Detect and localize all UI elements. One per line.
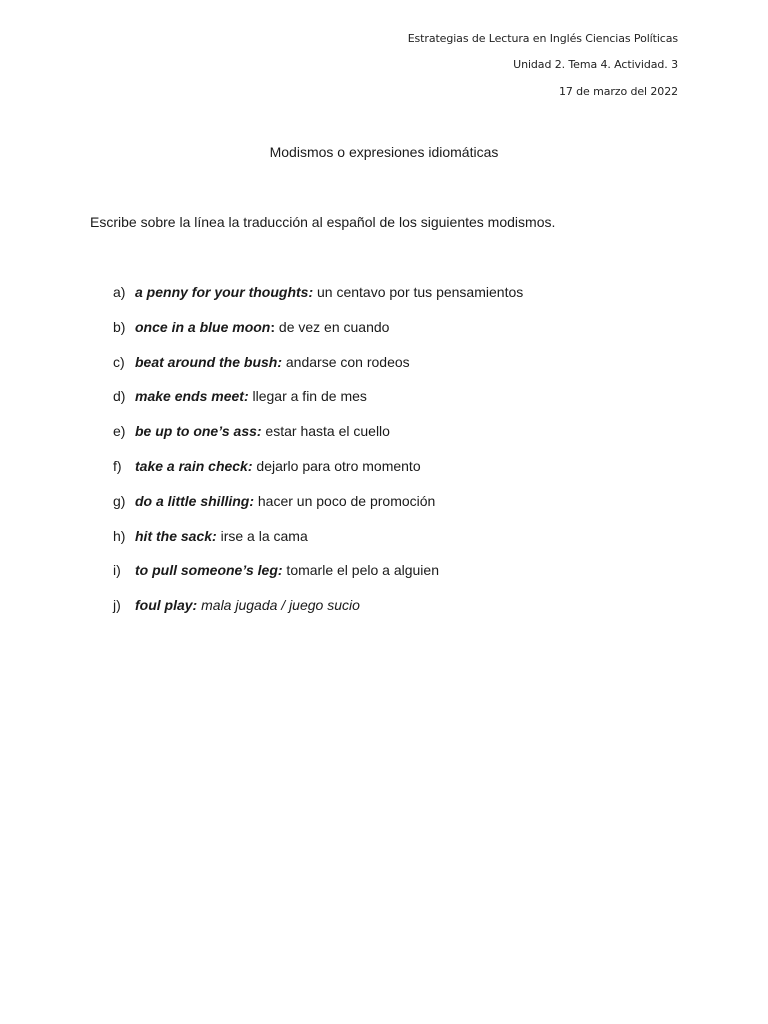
idiom-text: once in a blue moon (135, 318, 271, 335)
item-letter: i) (113, 562, 121, 579)
course-name: Estrategias de Lectura en Inglés Ciencias Políticas (407, 32, 678, 45)
item-letter: d) (113, 388, 126, 405)
idiom-text: be up to one’s ass: (135, 423, 262, 440)
translation-text: de vez en cuando (275, 318, 390, 335)
idiom-text: make ends meet: (135, 388, 249, 405)
idiom-colon: : (270, 318, 276, 335)
item-letter: f) (113, 457, 122, 474)
item-letter: c) (113, 353, 125, 370)
item-content (135, 458, 421, 474)
item-content (135, 423, 390, 439)
translation-text: andarse con rodeos (282, 353, 410, 370)
item-letter: j) (113, 597, 121, 614)
page-title: Modismos o expresiones idiomáticas (269, 144, 499, 160)
translation-text: mala jugada / juego sucio (197, 597, 360, 614)
item-letter: g) (113, 492, 126, 509)
item-content (135, 388, 367, 404)
translation-text: estar hasta el cuello (261, 423, 390, 440)
translation-text: tomarle el pelo a alguien (282, 562, 439, 579)
item-letter: h) (113, 527, 126, 544)
translation-text: llegar a fin de mes (248, 388, 367, 405)
item-content (135, 319, 389, 335)
idiom-text: beat around the bush: (135, 353, 282, 370)
idiom-text: a penny for your thoughts: (135, 284, 314, 300)
instruction-text: Escribe sobre la línea la traducción al español de los siguientes modismos. (90, 214, 556, 230)
translation-text: hacer un poco de promoción (254, 492, 436, 509)
idiom-text: foul play: (135, 597, 198, 614)
idiom-text: hit the sack: (135, 527, 217, 544)
item-content (135, 597, 360, 613)
item-content (135, 354, 410, 370)
item-content (135, 528, 308, 544)
translation-text: irse a la cama (216, 527, 308, 544)
idiom-text: to pull someone’s leg: (135, 562, 283, 579)
item-letter: a) (113, 284, 126, 300)
idiom-text: do a little shilling: (135, 492, 254, 509)
item-content (135, 284, 523, 300)
item-letter: e) (113, 423, 126, 440)
document-date: 17 de marzo del 2022 (558, 85, 678, 98)
item-content (135, 562, 439, 578)
item-letter: b) (113, 318, 126, 335)
item-content (135, 493, 435, 509)
unit-activity: Unidad 2. Tema 4. Actividad. 3 (513, 58, 678, 71)
translation-text: dejarlo para otro momento (252, 457, 421, 474)
idiom-text: take a rain check: (135, 457, 253, 474)
translation-text: un centavo por tus pensamientos (313, 284, 524, 300)
